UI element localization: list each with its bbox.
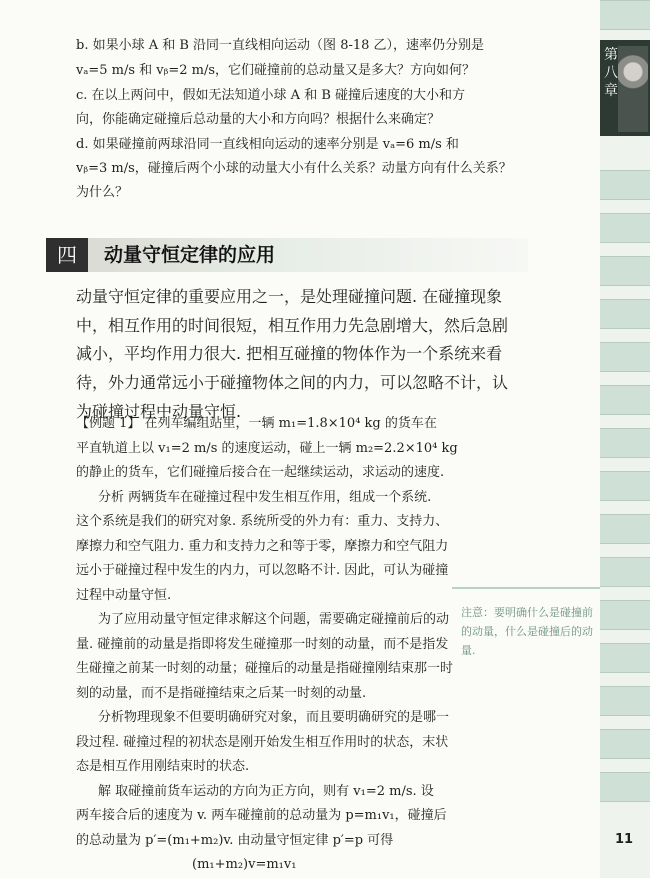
analysis-line-4: 远小于碰撞过程中发生的内力，可以忽略不计. 因此，可认为碰撞 (76, 563, 449, 578)
section-number: 四 (46, 238, 88, 272)
chapter-tab-label: 第八章 (604, 47, 618, 99)
solution-line-1: 解 取碰撞前货车运动的方向为正方向，则有 v₁=2 m/s. 设 (98, 784, 434, 799)
side-tab-band (600, 0, 650, 30)
side-tab-band (600, 471, 650, 501)
analysis-line-1: 分析 两辆货车在碰撞过程中发生相互作用，组成一个系统. (98, 490, 432, 505)
solution-line-2: 两车接合后的速度为 v. 两车碰撞前的总动量为 p=m₁v₁，碰撞后 (76, 808, 447, 823)
intro-paragraph: 动量守恒定律的重要应用之一，是处理碰撞问题. 在碰撞现象中，相互作用的时间很短，相互作用力先急剧增大，然后急剧减小，平均作用力很大. 把相互碰撞的物体作为一个系统来看待，外力通常远小于碰撞物体之间的内力，可以忽略不计，认为碰撞过程中动量守恒. (76, 287, 509, 421)
section-title: 动量守恒定律的应用 (104, 244, 276, 266)
question-d-line-2: vᵦ=3 m/s，碰撞后两个小球的动量大小有什么关系？动量方向有什么关系？ (76, 161, 512, 176)
chapter-photo (618, 46, 648, 132)
side-tab-band (600, 514, 650, 544)
side-tab-band (600, 428, 650, 458)
side-tab-band (600, 385, 650, 415)
formula: (m₁+m₂)v=m₁v₁ (192, 857, 297, 872)
side-tab-band (600, 686, 650, 716)
analysis-line-11: 段过程. 碰撞过程的初状态是刚开始发生相互作用时的状态，末状 (76, 735, 449, 750)
analysis-line-7: 量. 碰撞前的动量是指即将发生碰撞那一时刻的动量，而不是指发 (76, 637, 449, 652)
analysis-line-8: 生碰撞之前某一时刻的动量；碰撞后的动量是指碰撞刚结束那一时 (76, 661, 454, 676)
section-heading (46, 238, 528, 272)
solution-line-3: 的总动量为 p′=(m₁+m₂)v. 由动量守恒定律 p′=p 可得 (76, 833, 394, 848)
example-line-3: 的静止的货车，它们碰撞后接合在一起继续运动，求运动的速度. (76, 465, 445, 480)
side-tab-band (600, 557, 650, 587)
question-b-line-2: vₐ=5 m/s 和 vᵦ=2 m/s，它们碰撞前的总动量又是多大？方向如何？ (76, 63, 476, 78)
analysis-line-12: 态是相互作用刚结束时的状态. (76, 759, 250, 774)
example-line-2: 平直轨道上以 v₁=2 m/s 的速度运动，碰上一辆 m₂=2.2×10⁴ kg (76, 441, 458, 456)
side-tab-band (600, 729, 650, 759)
side-tab-band (600, 643, 650, 673)
side-tab-band (600, 600, 650, 630)
question-c-line-1: c. 在以上两问中，假如无法知道小球 A 和 B 碰撞后速度的大小和方 (76, 88, 466, 103)
margin-note: 注意：要明确什么是碰撞前的动量，什么是碰撞后的动量. (461, 606, 593, 657)
question-c-line-2: 向，你能确定碰撞后总动量的大小和方向吗？根据什么来确定？ (76, 112, 441, 127)
question-d-line-1: d. 如果碰撞前两球沿同一直线相向运动的速率分别是 vₐ=6 m/s 和 (76, 137, 459, 152)
side-tab-band (600, 342, 650, 372)
analysis-line-6: 为了应用动量守恒定律求解这个问题，需要确定碰撞前后的动 (98, 612, 450, 627)
analysis-line-10: 分析物理现象不但要明确研究对象，而且要明确研究的是哪一 (98, 710, 450, 725)
page-number: 11 (614, 832, 634, 847)
chapter-tab (600, 40, 650, 136)
side-tab-band (600, 256, 650, 286)
analysis-line-9: 刻的动量，而不是指碰撞结束之后某一时刻的动量. (76, 686, 367, 701)
side-tab-band (600, 772, 650, 802)
analysis-line-2: 这个系统是我们的研究对象. 系统所受的外力有：重力、支持力、 (76, 514, 449, 529)
example-line-1: 【例题 1】 在列车编组站里，一辆 m₁=1.8×10⁴ kg 的货车在 (76, 416, 437, 431)
analysis-line-5: 过程中动量守恒. (76, 588, 172, 603)
side-tab-band (600, 170, 650, 200)
side-tab-band (600, 213, 650, 243)
question-b-line-1: b. 如果小球 A 和 B 沿同一直线相向运动（图 8-18 乙），速率仍分别是 (76, 38, 485, 53)
analysis-line-3: 摩擦力和空气阻力. 重力和支持力之和等于零，摩擦力和空气阻力 (76, 539, 449, 554)
side-tab-band (600, 299, 650, 329)
question-d-line-3: 为什么？ (76, 185, 129, 200)
